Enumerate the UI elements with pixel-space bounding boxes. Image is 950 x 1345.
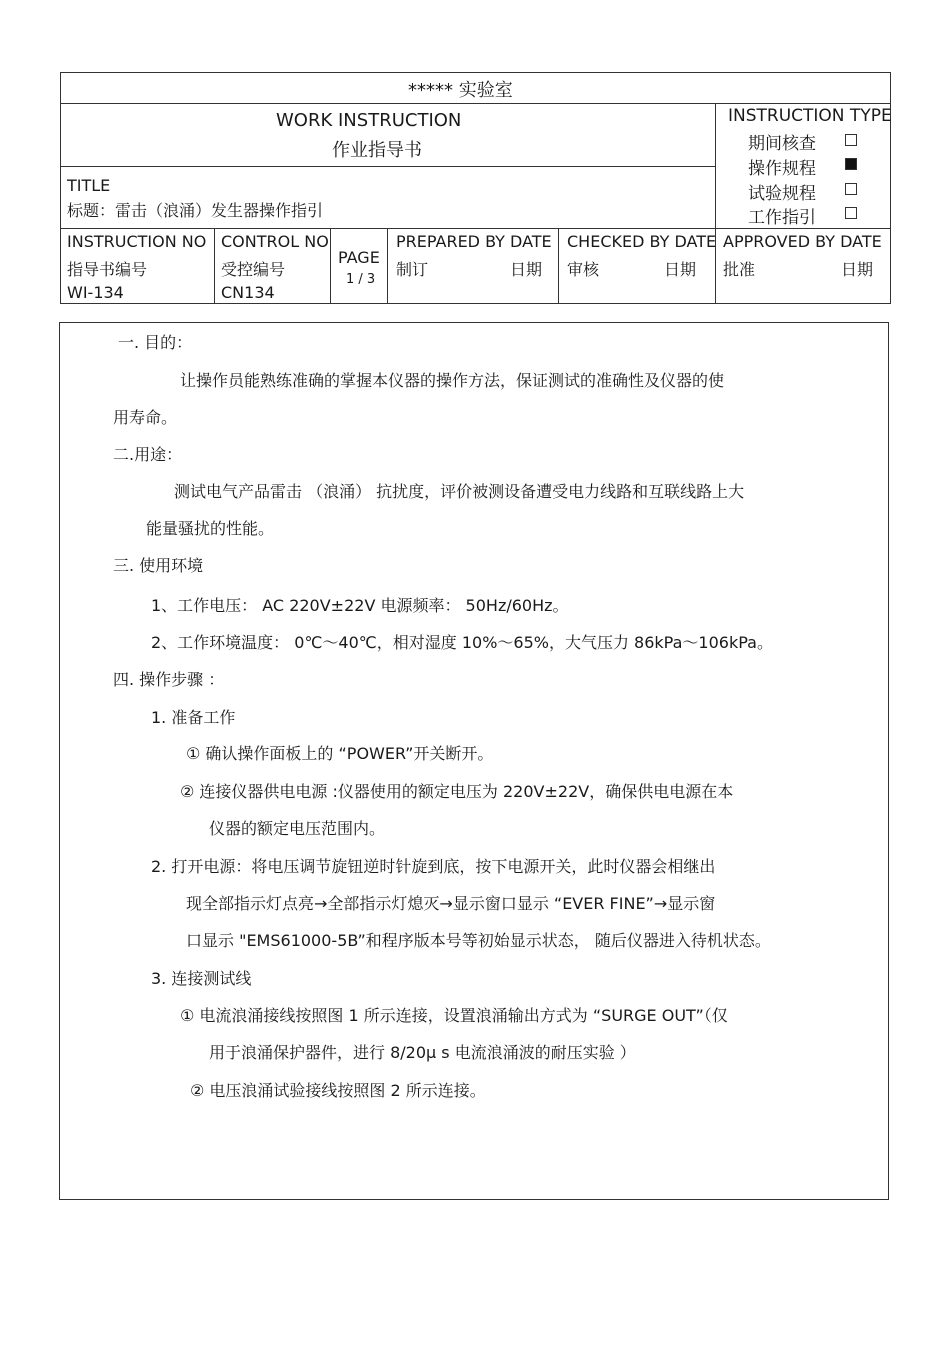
divider (715, 103, 716, 304)
list-item: 2、工作环境温度： 0℃～40℃，相对湿度 10%～65%，大气压力 86kPa～106kPa。 (151, 633, 773, 652)
type-label-work-guide: 工作指引 (748, 208, 816, 228)
prepared-date-cn: 日期 (510, 260, 543, 279)
type-checkbox-test-procedure[interactable] (845, 183, 857, 195)
divider (214, 228, 215, 304)
paragraph-line: 口显示 "EMS61000-5B”和程序版本号等初始显示状态， 随后仪器进入待机状态。 (186, 931, 771, 950)
list-item: ② 电压浪涌试验接线按照图 2 所示连接。 (190, 1081, 486, 1100)
divider (330, 228, 331, 304)
divider (60, 103, 891, 104)
paragraph-line: 测试电气产品雷击 （浪涌） 抗扰度，评价被测设备遭受电力线路和互联线路上大 (174, 482, 745, 501)
work-instruction-cn: 作业指导书 (332, 140, 422, 161)
instruction-type-label: INSTRUCTION TYPE (728, 106, 892, 126)
title-value: 标题：雷击（浪涌）发生器操作指引 (67, 201, 324, 220)
paragraph-line: 现全部指示灯点亮→全部指示灯熄灭→显示窗口显示 “EVER FINE”→显示窗 (186, 894, 716, 913)
prepared-by-label: PREPARED BY DATE (396, 232, 552, 251)
instruction-no-value: WI-134 (67, 283, 124, 302)
list-item: 3. 连接测试线 (151, 969, 252, 988)
approved-by-cn: 批准 (723, 260, 756, 279)
section-heading-steps: 四. 操作步骤 ： (113, 670, 225, 689)
type-label-operating-procedure: 操作规程 (748, 159, 816, 179)
control-no-cn: 受控编号 (221, 260, 286, 279)
paragraph-line: 用于浪涌保护器件，进行 8/20μ s 电流浪涌波的耐压实验 ） (209, 1043, 636, 1062)
divider (558, 228, 559, 304)
checked-by-label: CHECKED BY DATE (567, 232, 717, 251)
control-no-value: CN134 (221, 283, 275, 302)
checked-by-cn: 审核 (567, 260, 600, 279)
section-heading-environment: 三. 使用环境 (113, 556, 204, 575)
list-item: 1、工作电压： AC 220V±22V 电源频率： 50Hz/60Hz。 (151, 596, 569, 615)
instruction-no-label: INSTRUCTION NO (67, 232, 207, 251)
lab-title: ***** 实验室 (408, 80, 513, 101)
page-value: 1 / 3 (346, 272, 376, 287)
type-label-periodic-check: 期间核查 (748, 134, 816, 154)
type-label-test-procedure: 试验规程 (748, 184, 816, 204)
approved-by-label: APPROVED BY DATE (723, 232, 882, 251)
paragraph-line: 用寿命。 (113, 408, 178, 427)
title-label: TITLE (67, 176, 111, 195)
list-item: ① 电流浪涌接线按照图 1 所示连接，设置浪涌输出方式为 “SURGE OUT”（仅 (180, 1006, 728, 1025)
divider (60, 166, 716, 167)
checked-date-cn: 日期 (664, 260, 697, 279)
prepared-by-cn: 制订 (396, 260, 429, 279)
instruction-no-cn: 指导书编号 (67, 260, 148, 279)
section-heading-purpose: 一. 目的： (118, 333, 193, 352)
paragraph-line: 能量骚扰的性能。 (146, 519, 275, 538)
list-item: ① 确认操作面板上的 “POWER”开关断开。 (186, 744, 494, 763)
divider (387, 228, 388, 304)
type-checkbox-operating-procedure[interactable] (845, 158, 857, 170)
paragraph-line: 让操作员能熟练准确的掌握本仪器的操作方法，保证测试的准确性及仪器的使 (180, 371, 725, 390)
control-no-label: CONTROL NO (221, 232, 329, 251)
type-checkbox-periodic-check[interactable] (845, 134, 857, 146)
list-item: 1. 准备工作 (151, 708, 236, 727)
work-instruction-en: WORK INSTRUCTION (276, 110, 462, 131)
divider (60, 228, 891, 229)
list-item: ② 连接仪器供电电源 :仪器使用的额定电压为 220V±22V，确保供电电源在本 (180, 782, 734, 801)
page-label: PAGE (338, 248, 380, 267)
paragraph-line: 仪器的额定电压范围内。 (209, 819, 386, 838)
list-item: 2. 打开电源：将电压调节旋钮逆时针旋到底，按下电源开关，此时仪器会相继出 (151, 857, 716, 876)
type-checkbox-work-guide[interactable] (845, 207, 857, 219)
section-heading-usage: 二.用途： (113, 445, 183, 464)
approved-date-cn: 日期 (841, 260, 874, 279)
